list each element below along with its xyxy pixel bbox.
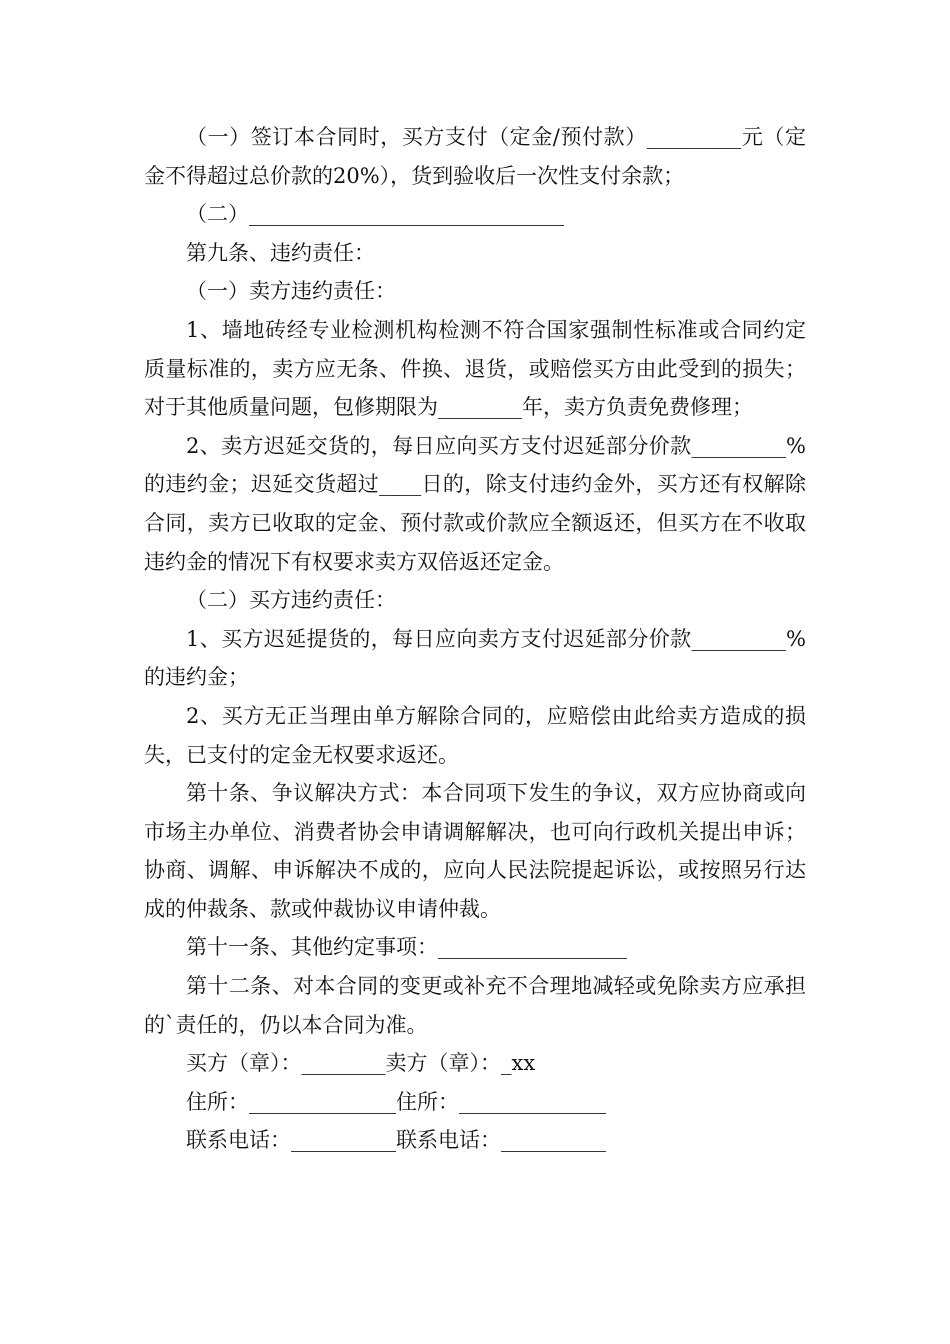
signature-address-line: 住所：______________住所：______________ <box>186 1089 606 1114</box>
clause-payment-deposit: （一）签订本合同时，买方支付（定金/预付款）_________元（定金不得超过总价款的20%），货到验收后一次性支付余款； <box>144 125 806 188</box>
contract-page <box>144 118 806 1160</box>
article-9-title: 第九条、违约责任： <box>186 240 375 265</box>
buyer-liability-2: 2、买方无正当理由单方解除合同的，应赔偿由此给卖方造成的损失，已支付的定金无权要求返还。 <box>144 703 806 767</box>
signature-seal-line: 买方（章）：________卖方（章）：_xx <box>186 1051 536 1076</box>
seller-liability-1: 1、墙地砖经专业检测机构检测不符合国家强制性标准或合同约定质量标准的，卖方应无条、件换、退货，或赔偿买方由此受到的损失；对于其他质量问题，包修期限为________年，卖方负责免费修理； <box>144 317 806 420</box>
seller-liability-title: （一）卖方违约责任： <box>186 279 396 304</box>
article-11-other: 第十一条、其他约定事项：__________________ <box>186 935 627 960</box>
buyer-liability-1: 1、买方迟延提货的，每日应向卖方支付迟延部分价款_________%的违约金； <box>144 626 806 690</box>
signature-phone-line: 联系电话：__________联系电话：__________ <box>186 1128 606 1153</box>
article-12-amendment: 第十二条、对本合同的变更或补充不合理地减轻或免除卖方应承担的`责任的，仍以本合同为准。 <box>144 974 806 1037</box>
article-10-dispute: 第十条、争议解决方式：本合同项下发生的争议，双方应协商或向市场主办单位、消费者协会申请调解解决，也可向行政机关提出申诉；协商、调解、申诉解决不成的，应向人民法院提起诉讼，或按照另行达成的仲裁条、款或仲裁协议申请仲裁。 <box>144 781 806 921</box>
buyer-liability-title: （二）买方违约责任： <box>186 588 396 613</box>
seller-liability-2: 2、卖方迟延交货的，每日应向买方支付迟延部分价款_________%的违约金；迟延交货超过____日的，除支付违约金外，买方还有权解除合同，卖方已收取的定金、预付款或价款应全额返还，但买方在不收取违约金的情况下有权要求卖方双倍返还定金。 <box>144 433 806 574</box>
clause-payment-other: （二）______________________________ <box>186 202 564 227</box>
